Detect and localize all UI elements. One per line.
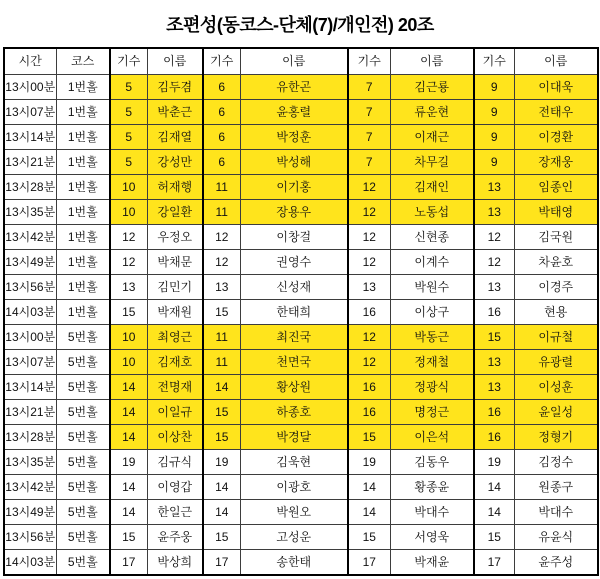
group-cell: 13 (203, 275, 240, 300)
group-cell: 7 (348, 125, 390, 150)
header-row (4, 48, 598, 75)
name-cell: 차윤호 (514, 250, 598, 275)
table-row (4, 450, 598, 475)
name-cell: 이은석 (390, 425, 474, 450)
time-cell: 13시56분 (4, 275, 56, 300)
course-cell: 5번홀 (56, 550, 110, 576)
group-cell: 15 (348, 425, 390, 450)
col-header-group: 기수 (348, 48, 390, 75)
name-cell: 이경주 (514, 275, 598, 300)
group-cell: 13 (474, 275, 514, 300)
name-cell: 최영근 (147, 325, 203, 350)
name-cell: 이규철 (514, 325, 598, 350)
group-cell: 15 (110, 300, 147, 325)
table-row (4, 75, 598, 100)
name-cell: 정형기 (514, 425, 598, 450)
course-cell: 5번홀 (56, 525, 110, 550)
group-cell: 16 (348, 400, 390, 425)
group-cell: 14 (110, 375, 147, 400)
table-row (4, 500, 598, 525)
group-cell: 12 (348, 250, 390, 275)
group-cell: 12 (348, 350, 390, 375)
group-cell: 13 (474, 350, 514, 375)
name-cell: 장용우 (240, 200, 348, 225)
group-cell: 15 (203, 425, 240, 450)
group-cell: 14 (474, 475, 514, 500)
group-cell: 17 (110, 550, 147, 576)
name-cell: 임종인 (514, 175, 598, 200)
time-cell: 13시56분 (4, 525, 56, 550)
table-row (4, 275, 598, 300)
course-cell: 5번홀 (56, 400, 110, 425)
name-cell: 김국원 (514, 225, 598, 250)
name-cell: 박원오 (240, 500, 348, 525)
name-cell: 노동섭 (390, 200, 474, 225)
name-cell: 권영수 (240, 250, 348, 275)
group-cell: 12 (474, 225, 514, 250)
time-cell: 13시35분 (4, 450, 56, 475)
time-cell: 13시21분 (4, 400, 56, 425)
name-cell: 정재철 (390, 350, 474, 375)
page-title: 조편성(동코스-단체(7)/개인전) 20조 (166, 15, 434, 35)
table-row (4, 125, 598, 150)
group-cell: 16 (474, 425, 514, 450)
table-row (4, 525, 598, 550)
name-cell: 정광식 (390, 375, 474, 400)
name-cell: 차무길 (390, 150, 474, 175)
time-cell: 13시28분 (4, 175, 56, 200)
course-cell: 5번홀 (56, 500, 110, 525)
name-cell: 윤주웅 (147, 525, 203, 550)
name-cell: 강성만 (147, 150, 203, 175)
group-cell: 9 (474, 75, 514, 100)
time-cell: 13시35분 (4, 200, 56, 225)
col-header-group: 기수 (203, 48, 240, 75)
col-header-time: 시간 (4, 48, 56, 75)
table-row (4, 175, 598, 200)
name-cell: 명정근 (390, 400, 474, 425)
name-cell: 박대수 (514, 500, 598, 525)
name-cell: 이창걸 (240, 225, 348, 250)
group-cell: 10 (110, 350, 147, 375)
group-cell: 6 (203, 75, 240, 100)
name-cell: 이경환 (514, 125, 598, 150)
col-header-name: 이름 (240, 48, 348, 75)
group-cell: 7 (348, 150, 390, 175)
group-cell: 13 (474, 200, 514, 225)
group-cell: 19 (474, 450, 514, 475)
col-header-name: 이름 (390, 48, 474, 75)
name-cell: 박상희 (147, 550, 203, 576)
group-cell: 17 (348, 550, 390, 576)
time-cell: 13시49분 (4, 500, 56, 525)
group-cell: 15 (348, 525, 390, 550)
group-cell: 14 (110, 400, 147, 425)
col-header-group: 기수 (110, 48, 147, 75)
table-row (4, 425, 598, 450)
group-cell: 11 (203, 175, 240, 200)
name-cell: 박태영 (514, 200, 598, 225)
group-cell: 5 (110, 75, 147, 100)
group-cell: 14 (110, 475, 147, 500)
name-cell: 원종구 (514, 475, 598, 500)
name-cell: 박원수 (390, 275, 474, 300)
name-cell: 박경달 (240, 425, 348, 450)
group-cell: 5 (110, 150, 147, 175)
name-cell: 김욱현 (240, 450, 348, 475)
pairing-table (3, 47, 599, 576)
col-header-name: 이름 (147, 48, 203, 75)
group-cell: 12 (474, 250, 514, 275)
name-cell: 김근룡 (390, 75, 474, 100)
group-cell: 9 (474, 100, 514, 125)
group-cell: 19 (110, 450, 147, 475)
time-cell: 13시00분 (4, 325, 56, 350)
time-cell: 13시14분 (4, 375, 56, 400)
group-cell: 15 (110, 525, 147, 550)
name-cell: 이성훈 (514, 375, 598, 400)
group-cell: 19 (348, 450, 390, 475)
group-cell: 16 (474, 400, 514, 425)
col-header-name: 이름 (514, 48, 598, 75)
group-cell: 16 (474, 300, 514, 325)
table-row (4, 100, 598, 125)
name-cell: 이광호 (240, 475, 348, 500)
name-cell: 천면국 (240, 350, 348, 375)
group-cell: 6 (203, 125, 240, 150)
group-cell: 9 (474, 150, 514, 175)
table-row (4, 350, 598, 375)
group-cell: 7 (348, 75, 390, 100)
group-cell: 13 (474, 375, 514, 400)
time-cell: 13시14분 (4, 125, 56, 150)
group-cell: 10 (110, 325, 147, 350)
name-cell: 이영갑 (147, 475, 203, 500)
table-row (4, 225, 598, 250)
name-cell: 신성재 (240, 275, 348, 300)
name-cell: 한태희 (240, 300, 348, 325)
group-cell: 16 (348, 375, 390, 400)
name-cell: 박춘근 (147, 100, 203, 125)
name-cell: 강일환 (147, 200, 203, 225)
group-cell: 12 (203, 225, 240, 250)
name-cell: 윤주성 (514, 550, 598, 576)
group-cell: 19 (203, 450, 240, 475)
time-cell: 13시07분 (4, 100, 56, 125)
time-cell: 13시21분 (4, 150, 56, 175)
name-cell: 김재인 (390, 175, 474, 200)
group-cell: 5 (110, 125, 147, 150)
name-cell: 김재열 (147, 125, 203, 150)
group-cell: 10 (110, 175, 147, 200)
name-cell: 송한태 (240, 550, 348, 576)
group-cell: 14 (110, 425, 147, 450)
group-cell: 14 (203, 475, 240, 500)
name-cell: 박재윤 (390, 550, 474, 576)
group-cell: 17 (203, 550, 240, 576)
course-cell: 5번홀 (56, 475, 110, 500)
name-cell: 전태우 (514, 100, 598, 125)
group-cell: 15 (203, 525, 240, 550)
group-cell: 12 (110, 225, 147, 250)
name-cell: 장재웅 (514, 150, 598, 175)
name-cell: 유광렬 (514, 350, 598, 375)
course-cell: 5번홀 (56, 425, 110, 450)
name-cell: 박성해 (240, 150, 348, 175)
course-cell: 1번홀 (56, 300, 110, 325)
group-cell: 12 (348, 325, 390, 350)
name-cell: 윤홍렬 (240, 100, 348, 125)
group-cell: 11 (203, 350, 240, 375)
time-cell: 13시28분 (4, 425, 56, 450)
name-cell: 박재원 (147, 300, 203, 325)
col-header-group: 기수 (474, 48, 514, 75)
time-cell: 13시42분 (4, 475, 56, 500)
course-cell: 5번홀 (56, 350, 110, 375)
table-row (4, 325, 598, 350)
table-row (4, 200, 598, 225)
group-cell: 6 (203, 100, 240, 125)
table-body (4, 75, 598, 576)
group-cell: 16 (348, 300, 390, 325)
name-cell: 이일규 (147, 400, 203, 425)
course-cell: 1번홀 (56, 200, 110, 225)
group-cell: 10 (110, 200, 147, 225)
name-cell: 하종호 (240, 400, 348, 425)
group-cell: 14 (348, 475, 390, 500)
name-cell: 최진국 (240, 325, 348, 350)
name-cell: 이계수 (390, 250, 474, 275)
name-cell: 서영욱 (390, 525, 474, 550)
group-cell: 14 (110, 500, 147, 525)
name-cell: 한일근 (147, 500, 203, 525)
table-row (4, 375, 598, 400)
table-row (4, 300, 598, 325)
group-cell: 7 (348, 100, 390, 125)
name-cell: 현용 (514, 300, 598, 325)
name-cell: 유한곤 (240, 75, 348, 100)
group-cell: 13 (474, 175, 514, 200)
time-cell: 13시42분 (4, 225, 56, 250)
group-cell: 11 (203, 200, 240, 225)
name-cell: 허재행 (147, 175, 203, 200)
course-cell: 5번홀 (56, 325, 110, 350)
name-cell: 박채문 (147, 250, 203, 275)
name-cell: 유윤식 (514, 525, 598, 550)
course-cell: 1번홀 (56, 150, 110, 175)
group-cell: 15 (203, 300, 240, 325)
name-cell: 이상구 (390, 300, 474, 325)
course-cell: 1번홀 (56, 250, 110, 275)
group-cell: 14 (203, 375, 240, 400)
group-cell: 12 (110, 250, 147, 275)
group-cell: 14 (203, 500, 240, 525)
course-cell: 5번홀 (56, 450, 110, 475)
group-cell: 14 (474, 500, 514, 525)
name-cell: 김규식 (147, 450, 203, 475)
group-cell: 6 (203, 150, 240, 175)
name-cell: 김동우 (390, 450, 474, 475)
name-cell: 이재근 (390, 125, 474, 150)
group-cell: 11 (203, 325, 240, 350)
group-cell: 5 (110, 100, 147, 125)
table-row (4, 550, 598, 576)
name-cell: 김정수 (514, 450, 598, 475)
group-cell: 12 (348, 200, 390, 225)
group-cell: 12 (348, 175, 390, 200)
group-cell: 12 (203, 250, 240, 275)
group-cell: 17 (474, 550, 514, 576)
course-cell: 1번홀 (56, 175, 110, 200)
name-cell: 황종윤 (390, 475, 474, 500)
time-cell: 13시07분 (4, 350, 56, 375)
group-cell: 12 (348, 225, 390, 250)
name-cell: 황상원 (240, 375, 348, 400)
name-cell: 우정오 (147, 225, 203, 250)
name-cell: 김두겸 (147, 75, 203, 100)
name-cell: 류운현 (390, 100, 474, 125)
course-cell: 1번홀 (56, 75, 110, 100)
course-cell: 5번홀 (56, 375, 110, 400)
course-cell: 1번홀 (56, 100, 110, 125)
name-cell: 이상찬 (147, 425, 203, 450)
course-cell: 1번홀 (56, 125, 110, 150)
time-cell: 13시00분 (4, 75, 56, 100)
course-cell: 1번홀 (56, 275, 110, 300)
name-cell: 박동근 (390, 325, 474, 350)
name-cell: 김재호 (147, 350, 203, 375)
group-cell: 15 (474, 525, 514, 550)
time-cell: 14시03분 (4, 300, 56, 325)
name-cell: 이대욱 (514, 75, 598, 100)
time-cell: 14시03분 (4, 550, 56, 576)
name-cell: 전명재 (147, 375, 203, 400)
group-cell: 15 (474, 325, 514, 350)
name-cell: 박정훈 (240, 125, 348, 150)
table-row (4, 475, 598, 500)
name-cell: 신현종 (390, 225, 474, 250)
group-cell: 15 (203, 400, 240, 425)
group-cell: 9 (474, 125, 514, 150)
course-cell: 1번홀 (56, 225, 110, 250)
name-cell: 고성운 (240, 525, 348, 550)
time-cell: 13시49분 (4, 250, 56, 275)
table-row (4, 150, 598, 175)
pairing-sheet (0, 13, 600, 579)
name-cell: 박대수 (390, 500, 474, 525)
table-row (4, 250, 598, 275)
group-cell: 14 (348, 500, 390, 525)
name-cell: 이기홍 (240, 175, 348, 200)
col-header-course: 코스 (56, 48, 110, 75)
table-row (4, 400, 598, 425)
name-cell: 윤일성 (514, 400, 598, 425)
group-cell: 13 (348, 275, 390, 300)
name-cell: 김민기 (147, 275, 203, 300)
group-cell: 13 (110, 275, 147, 300)
